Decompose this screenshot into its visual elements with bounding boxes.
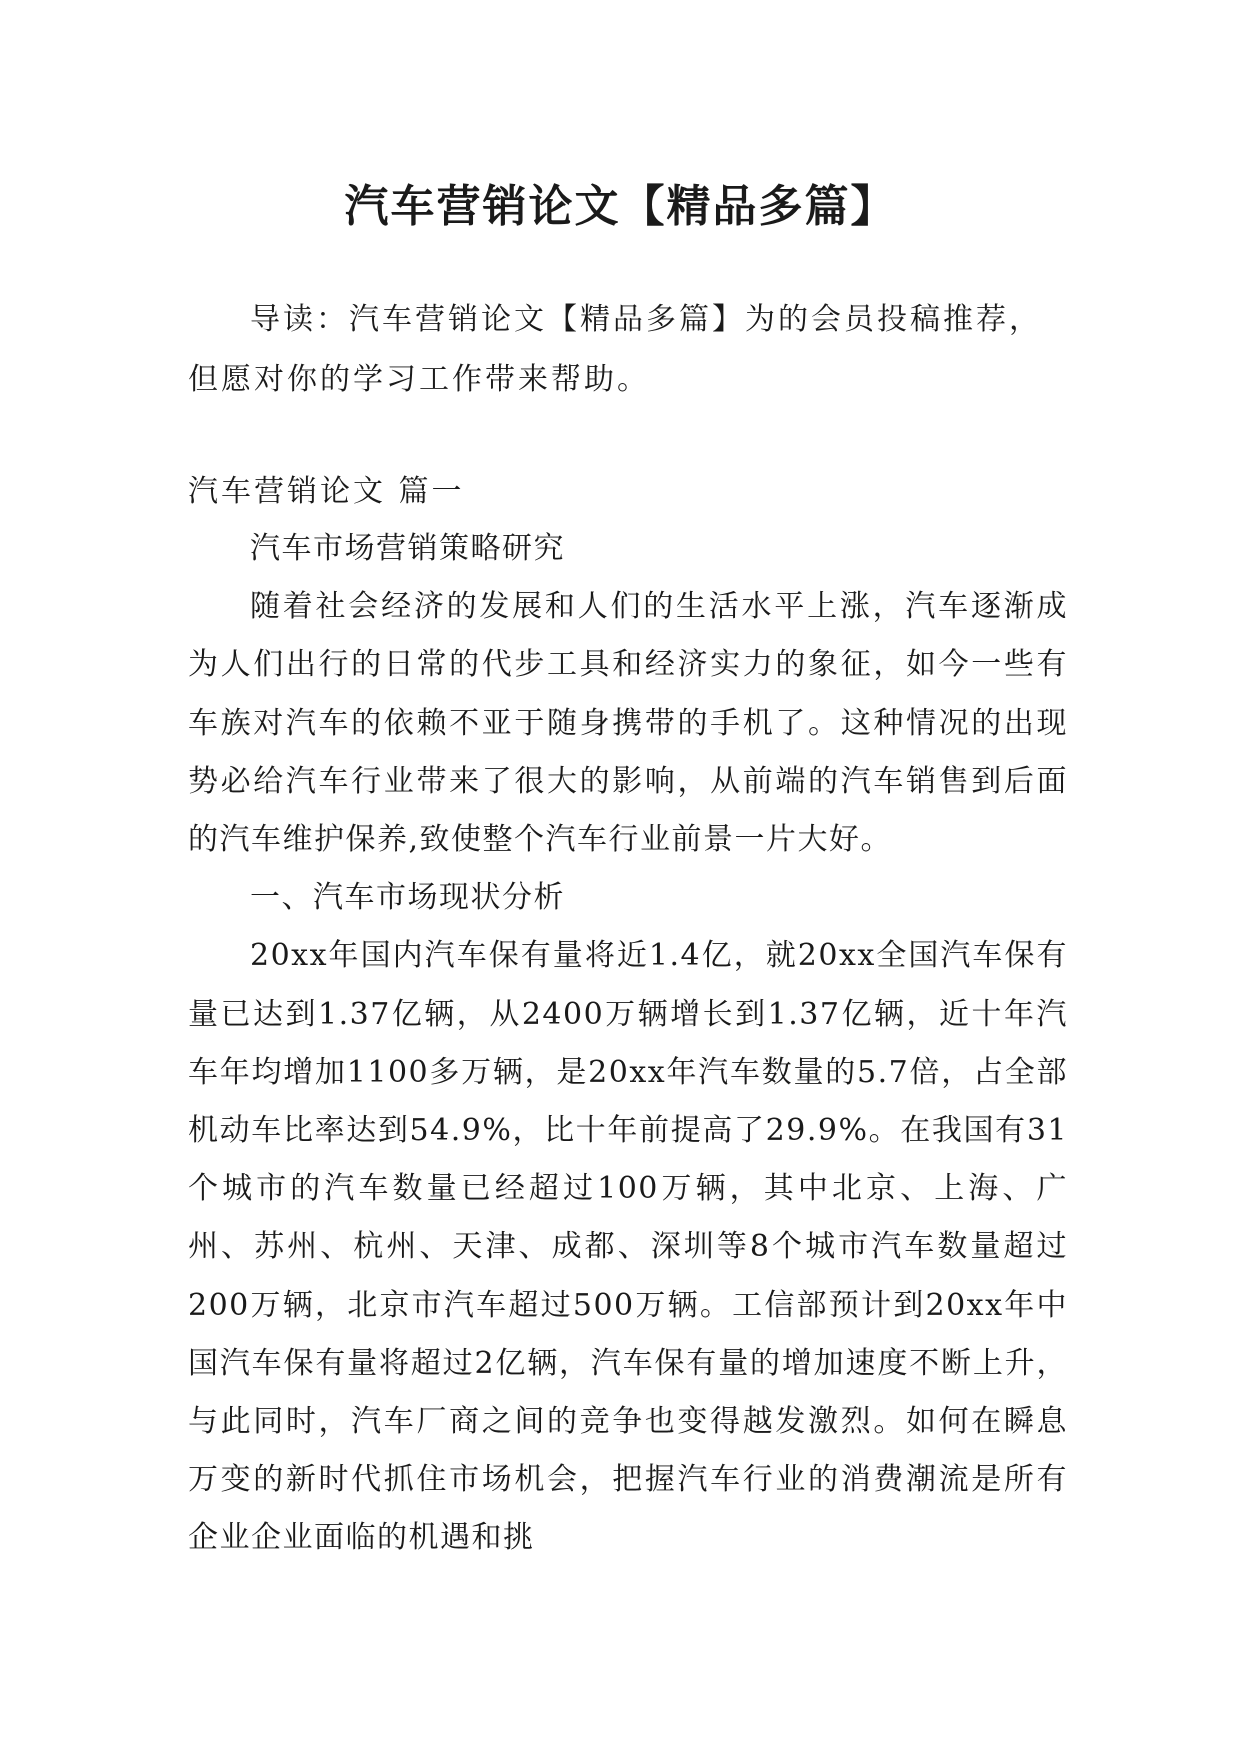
section-heading: 汽车营销论文 篇一 — [188, 474, 465, 509]
intro-paragraph: 导读：汽车营销论文【精品多篇】为的会员投稿推荐，但愿对你的学习工作带来帮助。 — [188, 302, 1042, 397]
subsection-heading: 一、汽车市场现状分析 — [250, 880, 565, 916]
body-paragraph: 20xx年国内汽车保有量将近1.4亿，就20xx全国汽车保有量已达到1.37亿辆，从2400万辆增长到1.37亿辆，近十年汽车年均增加1100多万辆，是20xx年汽车数量的5.7倍，占全部机动车比率达到54.9%，比十年前提高了29.9%。在我国有31个城市的汽车数量已经超过100万辆，其中北京、上海、广州、苏州、杭州、天津、成都、深圳等8个城市汽车数量超过200万辆，北京市汽车超过500万辆。工信部预计到20xx年中国汽车保有量将超过2亿辆，汽车保有量的增加速度不断上升，与此同时，汽车厂商之间的竞争也变得越发激烈。如何在瞬息万变的新时代抓住市场机会，把握汽车行业的消费潮流是所有企业企业面临的机遇和挑 — [188, 938, 1068, 1556]
body-paragraph: 随着社会经济的发展和人们的生活水平上涨，汽车逐渐成为人们出行的日常的代步工具和经济实力的象征，如今一些有车族对汽车的依赖不亚于随身携带的手机了。这种情况的出现势必给汽车行业带来了很大的影响，从前端的汽车销售到后面的汽车维护保养,致使整个汽车行业前景一片大好。 — [188, 589, 1068, 858]
subtitle-paragraph: 汽车市场营销策略研究 — [250, 531, 565, 566]
body-text — [188, 520, 1068, 1568]
document-title: 汽车营销论文【精品多篇】 — [344, 181, 897, 233]
